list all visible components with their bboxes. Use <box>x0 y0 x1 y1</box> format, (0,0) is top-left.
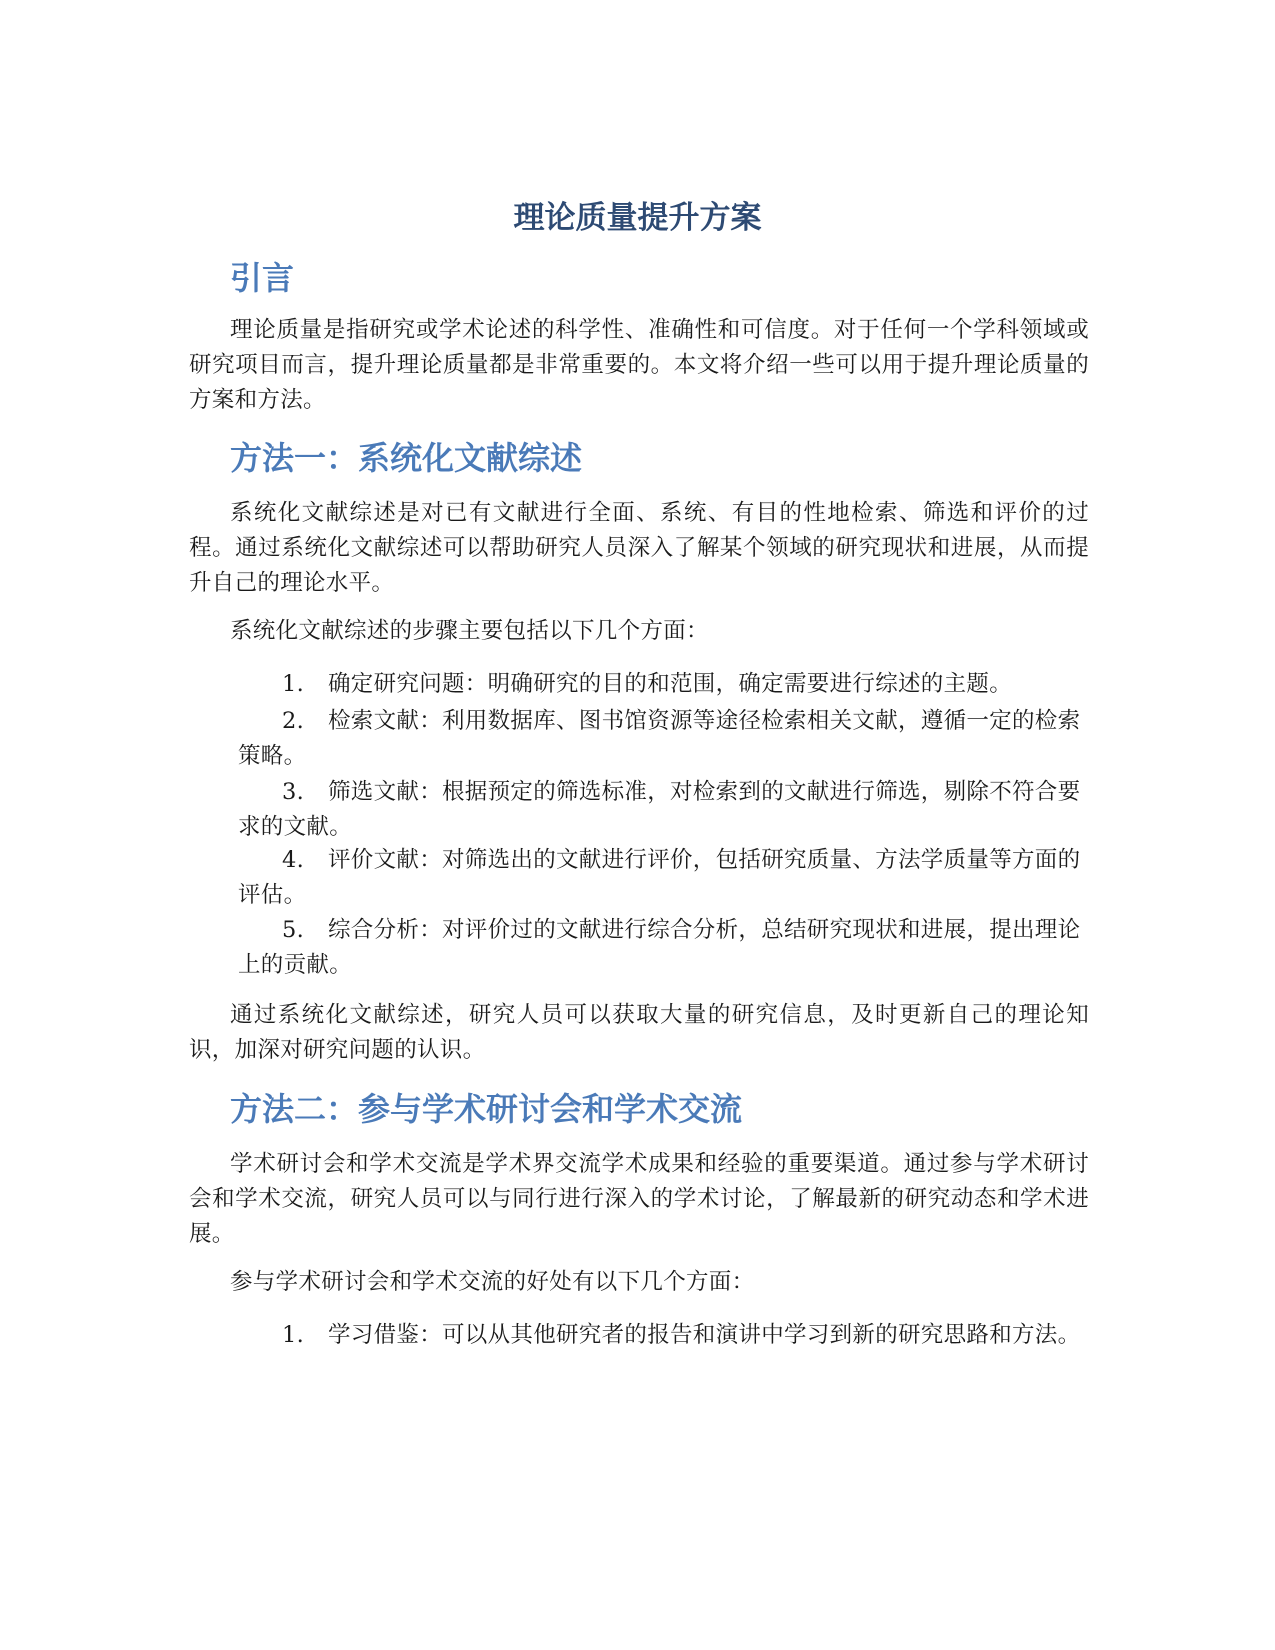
list-number: 1. <box>282 1322 305 1348</box>
list-number: 2. <box>282 708 305 734</box>
list-text: 筛选文献：根据预定的筛选标准，对检索到的文献进行筛选，剔除不符合要求的文献。 <box>238 779 1081 840</box>
list-number: 3. <box>282 779 305 805</box>
method-2-paragraph: 学术研讨会和学术交流是学术界交流学术成果和经验的重要渠道。通过参与学术研讨会和学术交流，研究人员可以与同行进行深入的学术讨论，了解最新的研究动态和学术进展。 <box>189 1151 1089 1247</box>
document-title: 理论质量提升方案 <box>513 200 762 236</box>
intro-paragraph: 理论质量是指研究或学术论述的科学性、准确性和可信度。对于任何一个学科领域或研究项目而言，提升理论质量都是非常重要的。本文将介绍一些可以用于提升理论质量的方案和方法。 <box>189 317 1089 413</box>
list-number: 5. <box>282 917 305 943</box>
list-item <box>238 843 1090 913</box>
list-item <box>238 704 1090 774</box>
section-heading-intro: 引言 <box>230 259 295 297</box>
list-item <box>238 913 1090 983</box>
list-number: 4. <box>282 847 305 873</box>
method-1-paragraph: 系统化文献综述是对已有文献进行全面、系统、有目的性地检索、筛选和评价的过程。通过系统化文献综述可以帮助研究人员深入了解某个领域的研究现状和进展，从而提升自己的理论水平。 <box>189 500 1089 596</box>
list-item <box>238 775 1090 845</box>
method-1-closing-paragraph: 通过系统化文献综述，研究人员可以获取大量的研究信息，及时更新自己的理论知识，加深对研究问题的认识。 <box>189 1002 1089 1063</box>
list-item <box>238 1318 1090 1353</box>
list-text: 学习借鉴：可以从其他研究者的报告和演讲中学习到新的研究思路和方法。 <box>328 1322 1081 1348</box>
list-text: 综合分析：对评价过的文献进行综合分析，总结研究现状和进展，提出理论上的贡献。 <box>238 917 1081 978</box>
method-2-benefits-intro: 参与学术研讨会和学术交流的好处有以下几个方面： <box>230 1269 755 1295</box>
list-text: 评价文献：对筛选出的文献进行评价，包括研究质量、方法学质量等方面的评估。 <box>238 847 1081 908</box>
list-number: 1. <box>282 671 305 697</box>
list-text: 检索文献：利用数据库、图书馆资源等途径检索相关文献，遵循一定的检索策略。 <box>238 708 1081 769</box>
list-text: 确定研究问题：明确研究的目的和范围，确定需要进行综述的主题。 <box>328 671 1013 697</box>
section-heading-method-1: 方法一：系统化文献综述 <box>230 439 583 477</box>
list-item <box>238 667 1090 702</box>
method-1-steps-intro: 系统化文献综述的步骤主要包括以下几个方面： <box>230 618 709 644</box>
section-heading-method-2: 方法二：参与学术研讨会和学术交流 <box>230 1090 743 1128</box>
